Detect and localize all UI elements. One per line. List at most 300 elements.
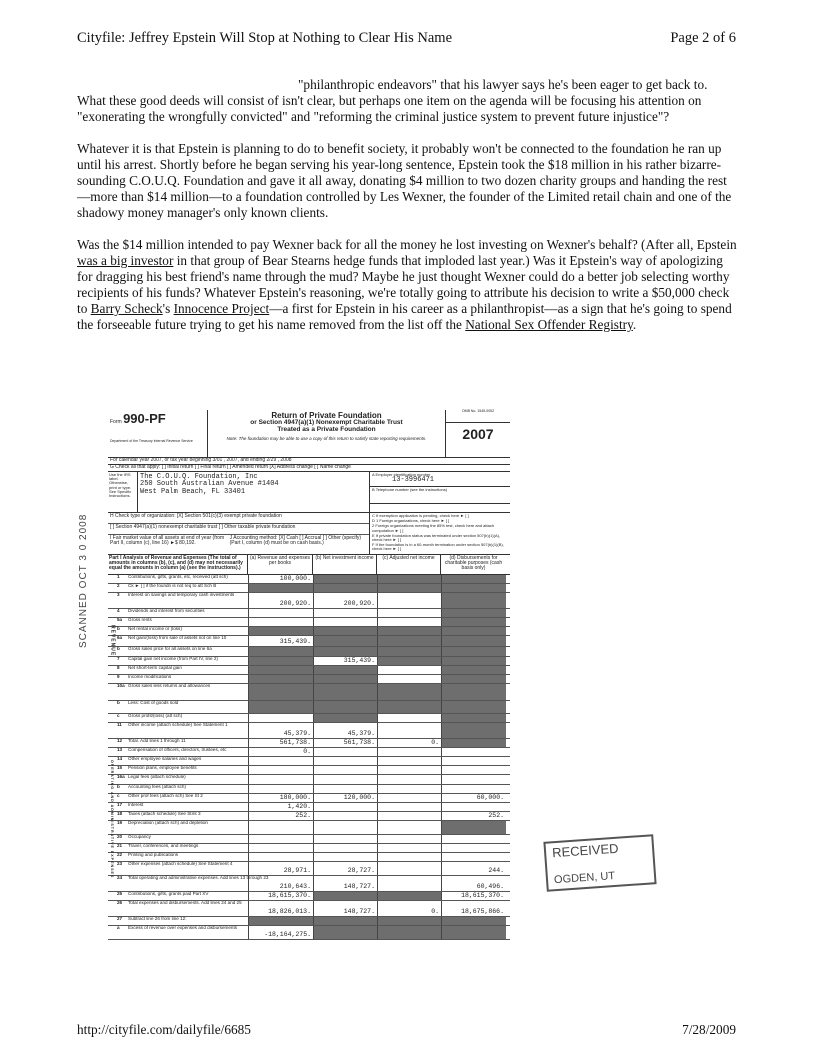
j-line: J Accounting method: [X] Cash [ ] Accrual [ ] Other (specify) (Part I, column (d) must be on cash basis.)	[229, 535, 362, 547]
h-line: H Check type of organization: [X] Section 501(c)(3) exempt private foundation	[108, 513, 369, 524]
row-label	[108, 609, 248, 617]
line-number: 11	[117, 721, 122, 727]
link-sex-offender-registry[interactable]: National Sex Offender Registry	[465, 317, 633, 332]
cell-col-d	[441, 766, 506, 774]
article-body	[77, 77, 739, 349]
cell-col-b	[313, 775, 377, 784]
footer-url: http://cityfile.com/dailyfile/6685	[77, 1022, 251, 1037]
cell-col-b	[313, 584, 377, 592]
line-label: Interest	[128, 801, 144, 807]
cell-col-c	[377, 627, 441, 635]
cell-col-d	[441, 739, 506, 747]
line-label: Total. Add lines 1 through 11	[128, 737, 186, 743]
line-number: 17	[117, 801, 123, 807]
phone-label: B Telephone number (see the instructions)	[370, 487, 510, 504]
line-number: b	[117, 645, 120, 651]
cell-col-c	[377, 609, 441, 617]
line-label: Total expenses and disbursements. Add lines 24 and 25	[128, 899, 242, 905]
line-number: c	[117, 792, 120, 798]
line-number: 23	[117, 860, 123, 866]
footer-date: 7/28/2009	[682, 1022, 736, 1037]
text: in that group of Bear Stearns hedge funds that imploded last year.) Was it Epstein's way of apologizing for dragging his best friend's name through the mud? Maybe he just thought Wexner could do a better job selecting worthy recipients of his funds? Whatever Epstein's reasoning, we're totally going to attribute his decision to write a $50,000 check to	[77, 253, 730, 316]
form-row-24	[108, 876, 510, 892]
row-label	[108, 723, 248, 738]
cell-col-c	[377, 684, 441, 700]
cell-col-c	[377, 853, 441, 861]
cell-col-a: 18,826,013.	[248, 901, 313, 916]
cell-col-a	[248, 666, 313, 674]
ogden-text: OGDEN, UT	[553, 869, 616, 887]
cell-col-b: 45,379.	[313, 723, 377, 738]
cell-col-d	[441, 844, 506, 852]
row-label	[108, 926, 248, 939]
cell-col-d	[441, 748, 506, 756]
cell-col-c	[377, 666, 441, 674]
line-number: 27	[117, 915, 123, 921]
cell-col-c	[377, 794, 441, 802]
line-label: Capital gain net income (from Part IV, line 2)	[128, 655, 218, 661]
row-label	[108, 853, 248, 861]
cell-col-d	[441, 723, 506, 738]
cell-col-d	[441, 657, 506, 665]
form-row-10a	[108, 684, 510, 701]
cell-col-a: 200,920.	[248, 593, 313, 608]
paragraph	[77, 237, 739, 333]
form-note: Note: The foundation may be able to use a copy of this return to satisfy state reporting requirements.	[226, 436, 427, 442]
cell-col-c	[377, 876, 441, 891]
cell-col-a: 28,971.	[248, 862, 313, 875]
cell-col-b: 148,727.	[313, 901, 377, 916]
row-label	[108, 618, 248, 626]
cell-col-a	[248, 766, 313, 774]
received-text: RECEIVED	[551, 840, 620, 861]
cell-col-d	[441, 853, 506, 861]
c-line: C If exemption application is pending, check here ► [ ]	[372, 513, 469, 518]
cell-col-a	[248, 584, 313, 592]
cell-col-a	[248, 775, 313, 784]
row-label	[108, 593, 248, 608]
cell-col-b	[313, 618, 377, 626]
org-city: West Palm Beach, FL 33401	[140, 487, 246, 496]
cell-col-b	[313, 757, 377, 765]
cell-col-d	[441, 917, 506, 925]
line-number: 24	[117, 874, 123, 880]
cell-col-b	[313, 812, 377, 820]
col-c-header: (c) Adjusted net income	[377, 555, 441, 574]
cell-col-d	[441, 785, 506, 793]
cell-col-d	[441, 835, 506, 843]
cell-col-c	[377, 584, 441, 592]
cell-col-b	[313, 835, 377, 843]
line-number: 12	[117, 737, 123, 743]
row-label	[108, 575, 248, 583]
cell-col-d	[441, 803, 506, 811]
row-label	[108, 701, 248, 713]
line-label: Gross rents	[128, 616, 152, 622]
row-label	[108, 739, 248, 747]
form-subtitle2: Treated as a Private Foundation	[277, 426, 376, 434]
i-line: I Fair market value of all assets at end of year (from Part II, column (c), line 16) ►$ 80,192.	[110, 535, 225, 547]
col-a-header: (a) Revenue and expenses per books	[248, 555, 313, 574]
line-number: b	[117, 699, 120, 705]
cell-col-d	[441, 675, 506, 683]
line-number: 8	[117, 664, 120, 670]
line-label: Taxes (attach schedule) See Stmt 3	[128, 810, 201, 816]
cell-col-d	[441, 701, 506, 713]
form-row-c	[108, 794, 510, 803]
text: Was the $14 million intended to pay Wexner back for all the money he lost investing on Wexner's behalf? (After all, Epstein	[77, 237, 737, 252]
side-label-expenses: OPERATING AND ADMINISTRATIVE EXPENSES	[109, 759, 114, 878]
cell-col-b: 120,000.	[313, 794, 377, 802]
form-row-a	[108, 926, 510, 940]
line-label: Net rental income or (loss)	[128, 625, 182, 631]
line-label: Gross sales price for all assets on line 6a	[128, 645, 212, 651]
cell-col-a: 315,439.	[248, 636, 313, 646]
line-number: 18	[117, 810, 123, 816]
cell-col-a: 561,738.	[248, 739, 313, 747]
cell-col-d	[441, 627, 506, 635]
col-d-header: (d) Disbursements for charitable purposes (cash basis only)	[444, 554, 503, 571]
cell-col-c	[377, 775, 441, 784]
line-label: Gross profit/(loss) (att sch)	[128, 712, 183, 718]
cell-col-d	[441, 584, 506, 592]
line-number: 22	[117, 851, 123, 857]
row-label	[108, 684, 248, 700]
row-label	[108, 874, 269, 891]
cell-col-c	[377, 926, 441, 939]
line-label: Contributions, gifts, grants paid Part XV	[128, 890, 209, 896]
cell-col-b: 148,727.	[313, 876, 377, 891]
cell-col-d	[441, 684, 506, 700]
line-label: Dividends and interest from securities	[128, 607, 205, 613]
cell-col-a	[248, 684, 313, 700]
cell-col-b: 315,439.	[313, 657, 377, 665]
omb: OMB No. 1545-0052	[461, 409, 495, 413]
ein: 13-3996471	[392, 476, 435, 485]
cell-col-c	[377, 723, 441, 738]
line-number: 21	[117, 842, 123, 848]
cell-col-a	[248, 917, 313, 925]
cell-col-d	[441, 636, 506, 646]
line-label: Total operating and administrative expenses. Add lines 13 through 23	[128, 874, 269, 880]
form-year: 2007	[446, 422, 510, 442]
row-label	[108, 675, 248, 683]
org-address: 250 South Australian Avenue #1404	[140, 480, 279, 489]
cell-col-a: 252.	[248, 812, 313, 820]
line-label: Subtract line 26 from line 12:	[128, 915, 187, 921]
cell-col-c	[377, 862, 441, 875]
cell-col-c	[377, 593, 441, 608]
cell-col-a	[248, 844, 313, 852]
cell-col-c	[377, 844, 441, 852]
cell-col-a: 45,379.	[248, 723, 313, 738]
cell-col-c	[377, 917, 441, 925]
cell-col-a	[248, 627, 313, 635]
form-row-23	[108, 862, 510, 876]
cell-col-d: 60,000.	[441, 794, 506, 802]
cell-col-b	[313, 609, 377, 617]
cell-col-a: 1,420.	[248, 803, 313, 811]
line-label: Legal fees (attach schedule)	[128, 773, 186, 779]
form-title: Return of Private Foundation	[271, 411, 382, 420]
document-title: Cityfile: Jeffrey Epstein Will Stop at Nothing to Clear His Name	[77, 30, 453, 46]
cell-col-a	[248, 657, 313, 665]
row-label	[108, 748, 248, 756]
row-label	[108, 757, 248, 765]
cell-col-d: 18,675,866.	[441, 901, 506, 916]
check-line: G Check all that apply: [ ] Initial return [ ] Final return [ ] Amended return [X] Address change [ ] Name change	[108, 465, 510, 472]
line-number: 19	[117, 819, 123, 825]
d2-line: 2 Foreign organizations meeting the 85% test, check here and attach computation ► [ ]	[372, 523, 495, 533]
line-label: Less: Cost of goods sold	[128, 699, 179, 705]
cell-col-c: 0.	[377, 901, 441, 916]
dept: Department of the Treasury Internal Revenue Service	[110, 438, 193, 443]
cell-col-c	[377, 675, 441, 683]
cell-col-b	[313, 748, 377, 756]
row-label	[108, 917, 248, 925]
line-label: Other employee salaries and wages	[128, 755, 202, 761]
line-number: 26	[117, 899, 123, 905]
row-label	[108, 785, 248, 793]
paragraph: "philanthropic endeavors" that his lawyer says he's been eager to get back to. What these good deeds will consist of isn't clear, but perhaps one item on the agenda will be focusing his attention on "exonerating the wrongfully convicted" and "reforming the criminal justice system to prevent future injustice"?	[77, 77, 708, 124]
cell-col-c	[377, 657, 441, 665]
side-label-revenue: REVENUE	[109, 624, 116, 656]
line-number: 7	[117, 655, 120, 661]
tax-year-line: For calendar year 2007, or tax year beginning 3/01 , 2007, and ending 2/29 , 2008	[108, 458, 510, 465]
cell-col-b	[313, 892, 377, 900]
line-number: 2	[117, 582, 120, 588]
cell-col-c	[377, 647, 441, 656]
cell-col-b	[313, 701, 377, 713]
form-row-4	[108, 609, 510, 618]
f-line: F If the foundation is in a 60-month termination under section 507(b)(1)(B), check here ► [ ]	[372, 542, 504, 552]
cell-col-a: 100,000.	[248, 575, 313, 583]
cell-col-d	[441, 593, 506, 608]
line-number: 5a	[117, 616, 123, 622]
cell-col-a: 180,000.	[248, 794, 313, 802]
cell-col-d	[441, 926, 506, 939]
h2-line: [ ] Section 4947(a)(1) nonexempt charitable trust [ ] Other taxable private foundation	[108, 524, 369, 535]
cell-col-b: 561,738.	[313, 739, 377, 747]
org-name: The C.O.U.Q. Foundation, Inc	[140, 473, 258, 481]
cell-col-a	[248, 609, 313, 617]
line-number: 3	[117, 591, 120, 597]
cell-col-b	[313, 647, 377, 656]
cell-col-a	[248, 675, 313, 683]
cell-col-d: 60,496.	[441, 876, 506, 891]
line-number: c	[117, 712, 120, 718]
cell-col-b	[313, 926, 377, 939]
form-number: 990-PF	[123, 411, 166, 426]
col-b-header: (b) Net investment income	[313, 555, 377, 574]
form-label: Form	[110, 419, 122, 425]
cell-col-d	[441, 618, 506, 626]
line-number: 4	[117, 607, 120, 613]
cell-col-a: 0.	[248, 748, 313, 756]
cell-col-d	[441, 575, 506, 583]
line-number: 6a	[117, 634, 123, 640]
cell-col-b: 200,920.	[313, 593, 377, 608]
cell-col-c	[377, 748, 441, 756]
cell-col-b	[313, 803, 377, 811]
row-label	[108, 835, 248, 843]
line-label: Occupancy	[128, 833, 151, 839]
line-label: Other expenses (attach schedule) See Statement 4	[128, 860, 233, 866]
page-footer	[77, 1022, 736, 1038]
row-label	[108, 714, 248, 722]
line-number: 15	[117, 764, 123, 770]
line-label: Pension plans, employee benefits	[128, 764, 197, 770]
cell-col-b	[313, 917, 377, 925]
row-label	[108, 821, 248, 834]
line-label: Compensation of officers, directors, trustees, etc	[128, 746, 227, 752]
cell-col-b	[313, 844, 377, 852]
text: —a first for Epstein in his career as a philanthropist—as a sign that he's going to spend the forseeable future trying to get his name removed from the list off the	[77, 301, 732, 332]
cell-col-b	[313, 821, 377, 834]
line-label: Depreciation (attach sch) and depletion	[128, 819, 208, 825]
cell-col-b	[313, 675, 377, 683]
scanned-stamp: SCANNED OCT 3 0 2008	[78, 513, 89, 648]
line-number: a	[117, 924, 120, 930]
cell-col-a	[248, 821, 313, 834]
line-number: 25	[117, 890, 123, 896]
cell-col-c	[377, 757, 441, 765]
cell-col-c	[377, 821, 441, 834]
cell-col-a: 210,643.	[248, 876, 313, 891]
line-label: Ck ► [ ] if the foundn is not req to att Sch B	[128, 582, 217, 588]
line-number: 1	[117, 573, 120, 579]
page-header	[77, 30, 736, 47]
cell-col-b	[313, 714, 377, 722]
cell-col-c	[377, 714, 441, 722]
label-box: Use the IRS label. Otherwise, print or type. See Specific Instructions.	[108, 472, 138, 512]
cell-col-c	[377, 575, 441, 583]
row-label	[108, 892, 248, 900]
row-label	[108, 901, 248, 916]
line-label: Accounting fees (attach sch)	[128, 783, 186, 789]
form-rows	[108, 575, 510, 940]
cell-col-c: 0.	[377, 739, 441, 747]
cell-col-b	[313, 684, 377, 700]
cell-col-a	[248, 647, 313, 656]
cell-col-b	[313, 666, 377, 674]
row-label	[108, 666, 248, 674]
cell-col-b	[313, 785, 377, 793]
form-row-26	[108, 901, 510, 917]
line-number: 16a	[117, 773, 125, 779]
line-label: Contributions, gifts, grants, etc, received (att sch)	[128, 573, 228, 579]
cell-col-d	[441, 609, 506, 617]
cell-col-c	[377, 785, 441, 793]
cell-col-a	[248, 835, 313, 843]
row-label	[108, 647, 248, 656]
text: 's	[162, 301, 174, 316]
line-number: b	[117, 783, 120, 789]
cell-col-a	[248, 618, 313, 626]
ein-label: A Employer identification number	[372, 472, 431, 477]
cell-col-d	[441, 757, 506, 765]
cell-col-c	[377, 812, 441, 820]
d1-line: D 1 Foreign organizations, check here ► [ ]	[372, 518, 450, 524]
row-label	[108, 844, 248, 852]
line-label: Travel, conferences, and meetings	[128, 842, 199, 848]
cell-col-c	[377, 835, 441, 843]
form-990pf-image	[108, 410, 510, 940]
cell-col-b	[313, 853, 377, 861]
line-label: Other prof fees (attach sch) See St 2	[128, 792, 203, 798]
cell-col-a	[248, 701, 313, 713]
cell-col-d: 252.	[441, 812, 506, 820]
cell-col-a: 18,615,370.	[248, 892, 313, 900]
line-number: b	[117, 625, 120, 631]
cell-col-b	[313, 575, 377, 583]
cell-col-a	[248, 757, 313, 765]
line-label: Net gain/(loss) from sale of assets not on line 10	[128, 634, 227, 640]
paragraph: Whatever it is that Epstein is planning to do to benefit society, it probably won't be connected to the foundation he ran up until his arrest. Shortly before he began serving his year-long sentence, Epstein took the $18 million in his rather bizarre-sounding C.O.U.Q. Foundation and gave it all away, donating $4 million to two dozen charity groups and handing the rest—more than $14 million—to a foundation controlled by Les Wexner, the founder of the Limited retail chain and one of the shadowy money manager's only known clients.	[77, 141, 732, 220]
cell-col-c	[377, 636, 441, 646]
row-label	[108, 584, 248, 592]
link-innocence-project[interactable]: Innocence Project	[173, 301, 270, 316]
form-subtitle: or Section 4947(a)(1) Nonexempt Charitable Trust	[250, 419, 403, 427]
row-label	[108, 657, 248, 665]
row-label	[108, 766, 248, 774]
line-number: 10a	[117, 682, 125, 688]
line-number: 9	[117, 673, 120, 679]
cell-col-a: -18,164,275.	[248, 926, 313, 939]
line-number: 20	[117, 833, 123, 839]
part-title: Part I Analysis of Revenue and Expenses (The total of amounts in columns (b), (c), and (d) may not necessarily equal the amounts in column (a) (see the instructions).)	[108, 555, 248, 574]
cell-col-d	[441, 666, 506, 674]
cell-col-c	[377, 803, 441, 811]
link-big-investor[interactable]: was a big investor	[77, 253, 174, 268]
cell-col-d	[441, 821, 506, 834]
cell-col-a	[248, 785, 313, 793]
cell-col-d	[441, 775, 506, 784]
cell-col-c	[377, 618, 441, 626]
text: .	[632, 317, 637, 332]
cell-col-d	[441, 647, 506, 656]
link-barry-scheck[interactable]: Barry Scheck	[90, 301, 163, 316]
line-label: Net short-term capital gain	[128, 664, 182, 670]
cell-col-c	[377, 892, 441, 900]
row-label	[108, 775, 248, 784]
line-number: 14	[117, 755, 123, 761]
cell-col-b: 28,727.	[313, 862, 377, 875]
form-row-19	[108, 821, 510, 835]
cell-col-a	[248, 714, 313, 722]
cell-col-a	[248, 853, 313, 861]
row-label	[108, 812, 248, 820]
row-label	[108, 794, 248, 802]
row-label	[108, 862, 248, 875]
line-label: Income modifications	[128, 673, 172, 679]
row-label	[108, 803, 248, 811]
cell-col-c	[377, 701, 441, 713]
row-label	[108, 636, 248, 646]
line-label: Other income (attach schedule) See Statement 1	[128, 721, 228, 727]
cell-col-d: 244.	[441, 862, 506, 875]
cell-col-d	[441, 714, 506, 722]
e-line: E If private foundation status was terminated under section 507(b)(1)(A), check here ► [ ]	[372, 532, 501, 542]
cell-col-b	[313, 766, 377, 774]
line-label: Excess of revenue over expenses and disbursements	[128, 924, 238, 930]
cell-col-b	[313, 636, 377, 646]
form-row-3	[108, 593, 510, 609]
page-number: Page 2 of 6	[670, 30, 736, 46]
line-label: Interest on savings and temporary cash investments	[128, 591, 235, 597]
line-label: Gross sales less returns and allowances	[128, 682, 211, 688]
row-label	[108, 627, 248, 635]
